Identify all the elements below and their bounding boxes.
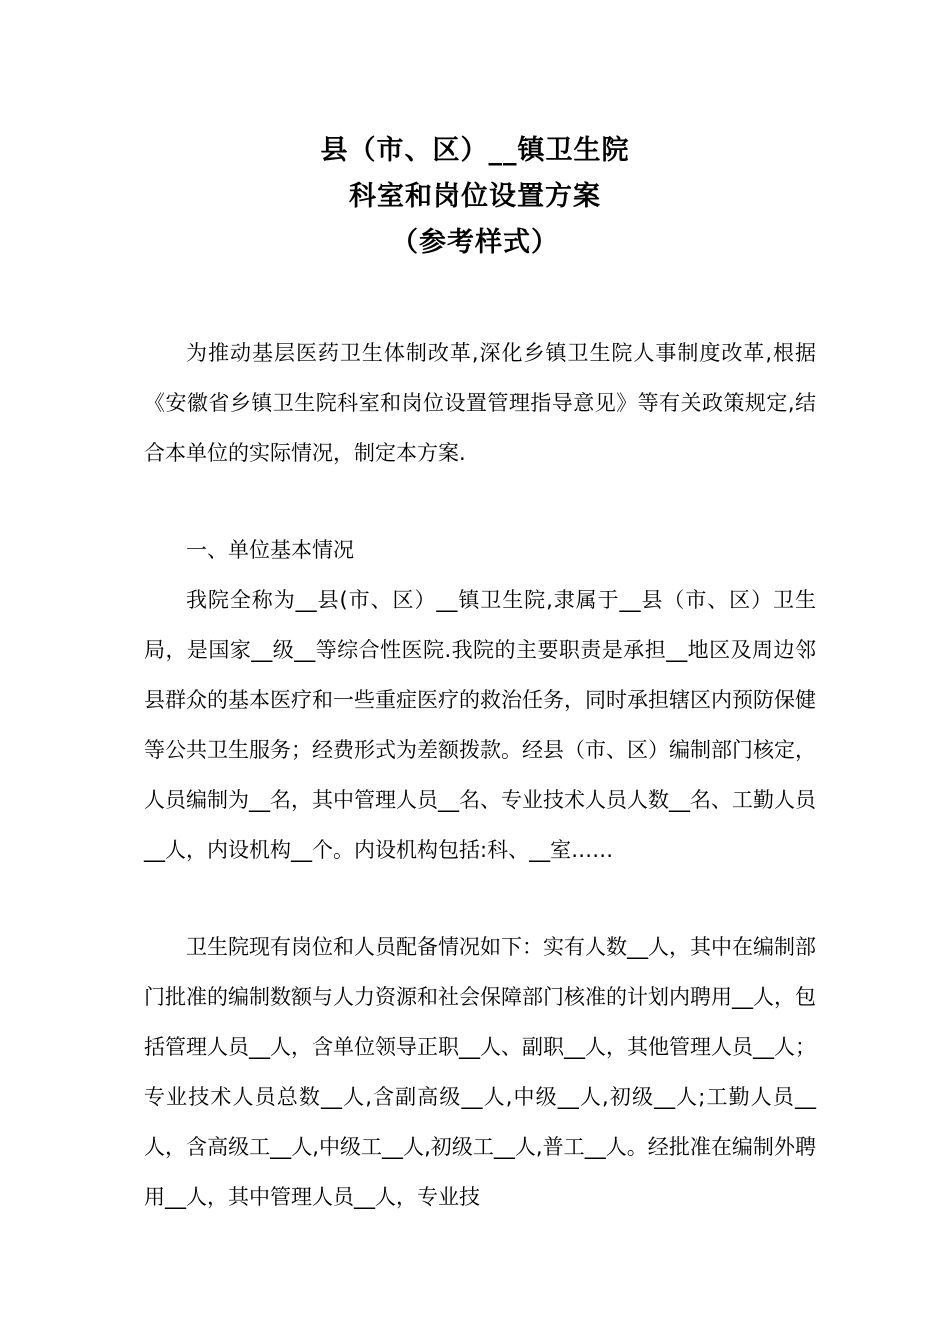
- section-1-paragraph-1-text: 我院全称为__县(市、区）__镇卫生院,隶属于__县（市、区）卫生局，是国家__级__等综合性医院.我院的主要职责是承担__地区及周边邻县群众的基本医疗和一些重症医疗的救治任务，同时承担辖区内预防保健等公共卫生服务；经费形式为差额拨款。经县（市、区）编制部门核定，人员编制为__名，其中管理人员__名、专业技术人员人数__名、工勤人员__人，内设机构__个。内设机构包括:科、__室……: [144, 588, 816, 862]
- section-1-paragraph-2: [144, 922, 816, 1222]
- section-1-heading-text: 一、单位基本情况: [186, 538, 354, 562]
- section-1-paragraph-1: [144, 575, 816, 875]
- section-1-paragraph-2-text: 卫生院现有岗位和人员配备情况如下：实有人数__人，其中在编制部门批准的编制数额与人力资源和社会保障部门核准的计划内聘用__人，包括管理人员__人，含单位领导正职__人、副职__人，其他管理人员__人；专业技术人员总数__人,含副高级__人,中级__人,初级__人;工勤人员__人，含高级工__人,中级工__人,初级工__人,普工__人。经批准在编制外聘用__人，其中管理人员__人，专业技: [144, 935, 816, 1209]
- intro-text: 为推动基层医药卫生体制改革,深化乡镇卫生院人事制度改革,根据《安徽省乡镇卫生院科室和岗位设置管理指导意见》等有关政策规定,结合本单位的实际情况，制定本方案.: [144, 341, 816, 465]
- title-line-1: 县（市、区）__镇卫生院: [320, 135, 630, 166]
- section-1-heading: [144, 525, 816, 575]
- title-line-3: （参考样式）: [391, 227, 559, 258]
- title-line-2: 科室和岗位设置方案: [349, 181, 601, 212]
- intro-paragraph: [144, 328, 816, 478]
- document-title: [0, 128, 950, 266]
